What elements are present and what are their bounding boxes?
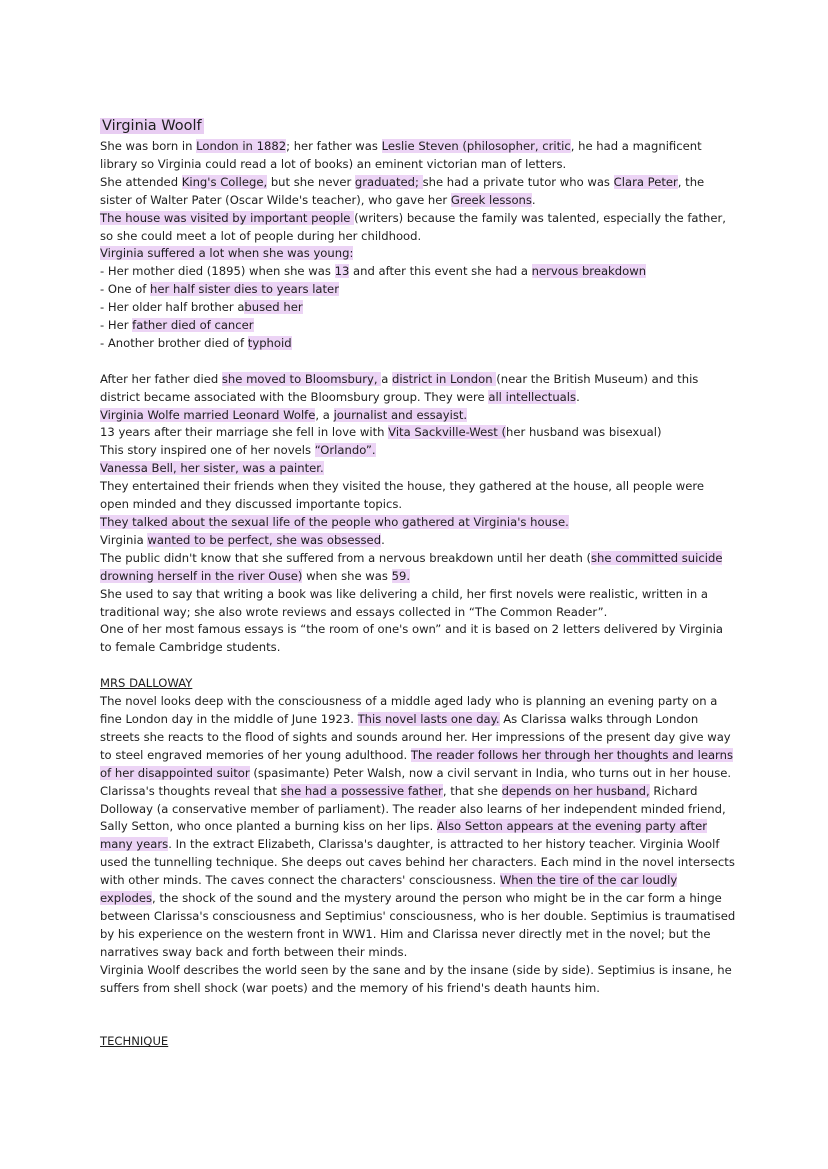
- text-segment: The public didn't know that she suffered from a nervous breakdown until her death (: [100, 550, 592, 565]
- text-segment: She attended: [100, 174, 182, 189]
- paragraph: [100, 586, 736, 622]
- highlighted-text: This novel lasts one day.: [357, 711, 500, 726]
- paragraph: [100, 317, 736, 335]
- spacer: [100, 997, 736, 1015]
- text-segment: , he had a magnificent library so Virginia could read a lot of books) an eminent victorian man of letters.: [100, 139, 702, 171]
- highlighted-text: Vita Sackville-West (: [388, 425, 507, 440]
- text-segment: - One of: [100, 282, 151, 297]
- highlighted-text: Virginia suffered a lot when she was young:: [100, 246, 354, 261]
- paragraph: [100, 442, 736, 460]
- highlighted-text: wanted to be perfect, she was obsessed: [147, 532, 382, 547]
- text-segment: when she was: [302, 568, 392, 583]
- highlighted-text: bused her: [244, 300, 303, 315]
- text-segment: - Her older half brother a: [100, 300, 245, 315]
- highlighted-text: London in 1882: [196, 139, 287, 153]
- text-segment: a: [381, 371, 393, 386]
- text-segment: she had a private tutor who was: [422, 174, 614, 189]
- highlighted-text: depends on her husband,: [501, 783, 650, 798]
- paragraph: [100, 281, 736, 299]
- highlighted-text: “Orlando”.: [314, 443, 376, 458]
- highlighted-text: When the tire of the car loudly explodes: [100, 873, 678, 906]
- text-segment: She used to say that writing a book was like delivering a child, her first novels were realistic, written in a traditional way; she also wrote reviews and essays collected in “The Common Reader”.: [100, 586, 708, 619]
- text-segment: Richard Dolloway (a conservative member of parliament). The reader also learns of her independent minded friend, Sally Setton, who once planted a burning kiss on her lips.: [100, 783, 726, 834]
- paragraph: [100, 335, 736, 353]
- text-segment: 13 years after their marriage she fell in love with: [100, 425, 389, 440]
- text-segment: Virginia Woolf describes the world seen by the sane and by the insane (side by side). Septimius is insane, he suffers from shell shock (war poets) and the memory of his friend's death haunts him.: [100, 962, 732, 995]
- paragraph: [100, 210, 736, 246]
- text-segment: her husband was bisexual): [506, 425, 662, 440]
- biography-section: [100, 138, 736, 353]
- highlighted-text: Virginia Wolfe married Leonard Wolfe: [100, 407, 316, 422]
- paragraph: [100, 174, 736, 210]
- paragraph: [100, 371, 736, 407]
- highlighted-text: The house was visited by important people: [100, 210, 355, 225]
- highlighted-text: The reader follows her through her thoughts and learns of her disappointed suitor: [100, 747, 734, 780]
- text-segment: As Clarissa walks through London streets she reacts to the flood of sights and sounds around her. Her impressions of the present day give way to steel engraved memories of her young adulthood.: [100, 711, 731, 762]
- paragraph: [100, 407, 736, 425]
- highlighted-text: district in London: [392, 371, 497, 386]
- heading-mrs-dalloway: MRS DALLOWAY: [100, 676, 193, 691]
- text-segment: (writers) because the family was talented, especially the father, so she could meet a lot of people during her childhood.: [100, 210, 726, 243]
- text-segment: .: [576, 389, 580, 404]
- highlighted-text: Clara Peter: [613, 174, 678, 189]
- text-segment: , the shock of the sound and the mystery around the person who might be in the car form a hinge between Clarissa's consciousness and Septimius' consciousness, who is her double. Septimius is traumatised by his experience on the western front in WW1. Him and Clarissa never directly met in the novel; but the narratives sway back and forth between their minds.: [100, 891, 736, 959]
- highlighted-text: she committed suicide drowning herself in the river Ouse): [100, 550, 723, 583]
- bloomsbury-section: [100, 371, 736, 658]
- text-segment: After her father died: [100, 371, 222, 386]
- spacer: [100, 1015, 736, 1033]
- highlighted-text: graduated;: [354, 174, 423, 189]
- highlighted-text: They talked about the sexual life of the people who gathered at Virginia's house.: [100, 515, 569, 530]
- highlighted-text: father died of cancer: [132, 318, 254, 333]
- highlighted-text: typhoid: [247, 335, 292, 350]
- text-segment: (spasimante) Peter Walsh, now a civil servant in India, who turns out in her house. Clarissa's thoughts reveal that: [100, 765, 732, 798]
- highlighted-text: 59.: [391, 568, 411, 583]
- highlighted-text: she had a possessive father: [280, 783, 443, 798]
- text-segment: .: [531, 192, 536, 207]
- text-segment: .: [381, 532, 385, 547]
- highlighted-text: Greek lessons: [450, 192, 532, 207]
- text-segment: , a: [315, 407, 334, 422]
- highlighted-text: 13: [334, 264, 350, 279]
- highlighted-text: Also Setton appears at the evening party after many years: [100, 819, 707, 852]
- spacer: [100, 353, 736, 371]
- paragraph: [100, 532, 736, 550]
- highlighted-text: Vanessa Bell, her sister, was a painter.: [100, 461, 324, 476]
- paragraph: [100, 138, 736, 174]
- text-segment: One of her most famous essays is “the room of one's own” and it is based on 2 letters delivered by Virginia to female Cambridge students.: [100, 622, 724, 655]
- paragraph: [100, 263, 736, 281]
- heading-technique: TECHNIQUE: [100, 1034, 169, 1049]
- text-segment: This story inspired one of her novels: [100, 443, 315, 458]
- text-segment: (near the British Museum) and this district became associated with the Bloomsbury group. They were: [100, 371, 699, 404]
- text-segment: She was born in: [100, 139, 197, 153]
- text-segment: They entertained their friends when they visited the house, they gathered at the house, all people were open minded and they discussed importante topics.: [100, 479, 705, 512]
- highlighted-text: King's College,: [181, 174, 268, 189]
- paragraph: [100, 245, 736, 263]
- text-segment: ; her father was: [286, 139, 382, 153]
- text-segment: Virginia: [100, 532, 148, 547]
- mrs-dalloway-section: [100, 693, 736, 997]
- paragraph: [100, 460, 736, 478]
- highlighted-text: Leslie Steven (philosopher, critic: [381, 139, 571, 153]
- text-segment: but she never: [267, 174, 355, 189]
- highlighted-text: all intellectuals: [488, 389, 577, 404]
- text-segment: - Her mother died (1895) when she was: [100, 264, 335, 279]
- spacer: [100, 657, 736, 675]
- text-segment: - Her: [100, 318, 133, 333]
- paragraph: [100, 962, 736, 998]
- text-segment: . In the extract Elizabeth, Clarissa's daughter, is attracted to her history teacher. Virginia Woolf used the tunnelling technique. She deeps out caves behind her characters. Each mind in the novel intersects with other minds. The caves connect the characters' consciousness.: [100, 837, 735, 888]
- highlighted-text: she moved to Bloomsbury,: [221, 371, 382, 386]
- paragraph: [100, 621, 736, 657]
- text-segment: , the sister of Walter Pater (Oscar Wilde's teacher), who gave her: [100, 174, 705, 207]
- highlighted-text: her half sister dies to years later: [150, 282, 339, 297]
- text-segment: and after this event she had a: [349, 264, 532, 279]
- text-segment: , that she: [442, 783, 502, 798]
- paragraph: [100, 478, 736, 514]
- document-page: [100, 116, 736, 1051]
- text-segment: - Another brother died of: [100, 335, 248, 350]
- highlighted-text: nervous breakdown: [531, 264, 647, 279]
- text-segment: The novel looks deep with the consciousness of a middle aged lady who is planning an evening party on a fine London day in the middle of June 1923.: [100, 694, 718, 726]
- paragraph: [100, 299, 736, 317]
- highlighted-text: journalist and essayist.: [333, 407, 468, 422]
- paragraph: [100, 514, 736, 532]
- paragraph: [100, 693, 736, 962]
- paragraph: [100, 424, 736, 442]
- paragraph: [100, 550, 736, 586]
- document-title: [100, 116, 736, 136]
- title-highlight: Virginia Woolf: [102, 118, 202, 134]
